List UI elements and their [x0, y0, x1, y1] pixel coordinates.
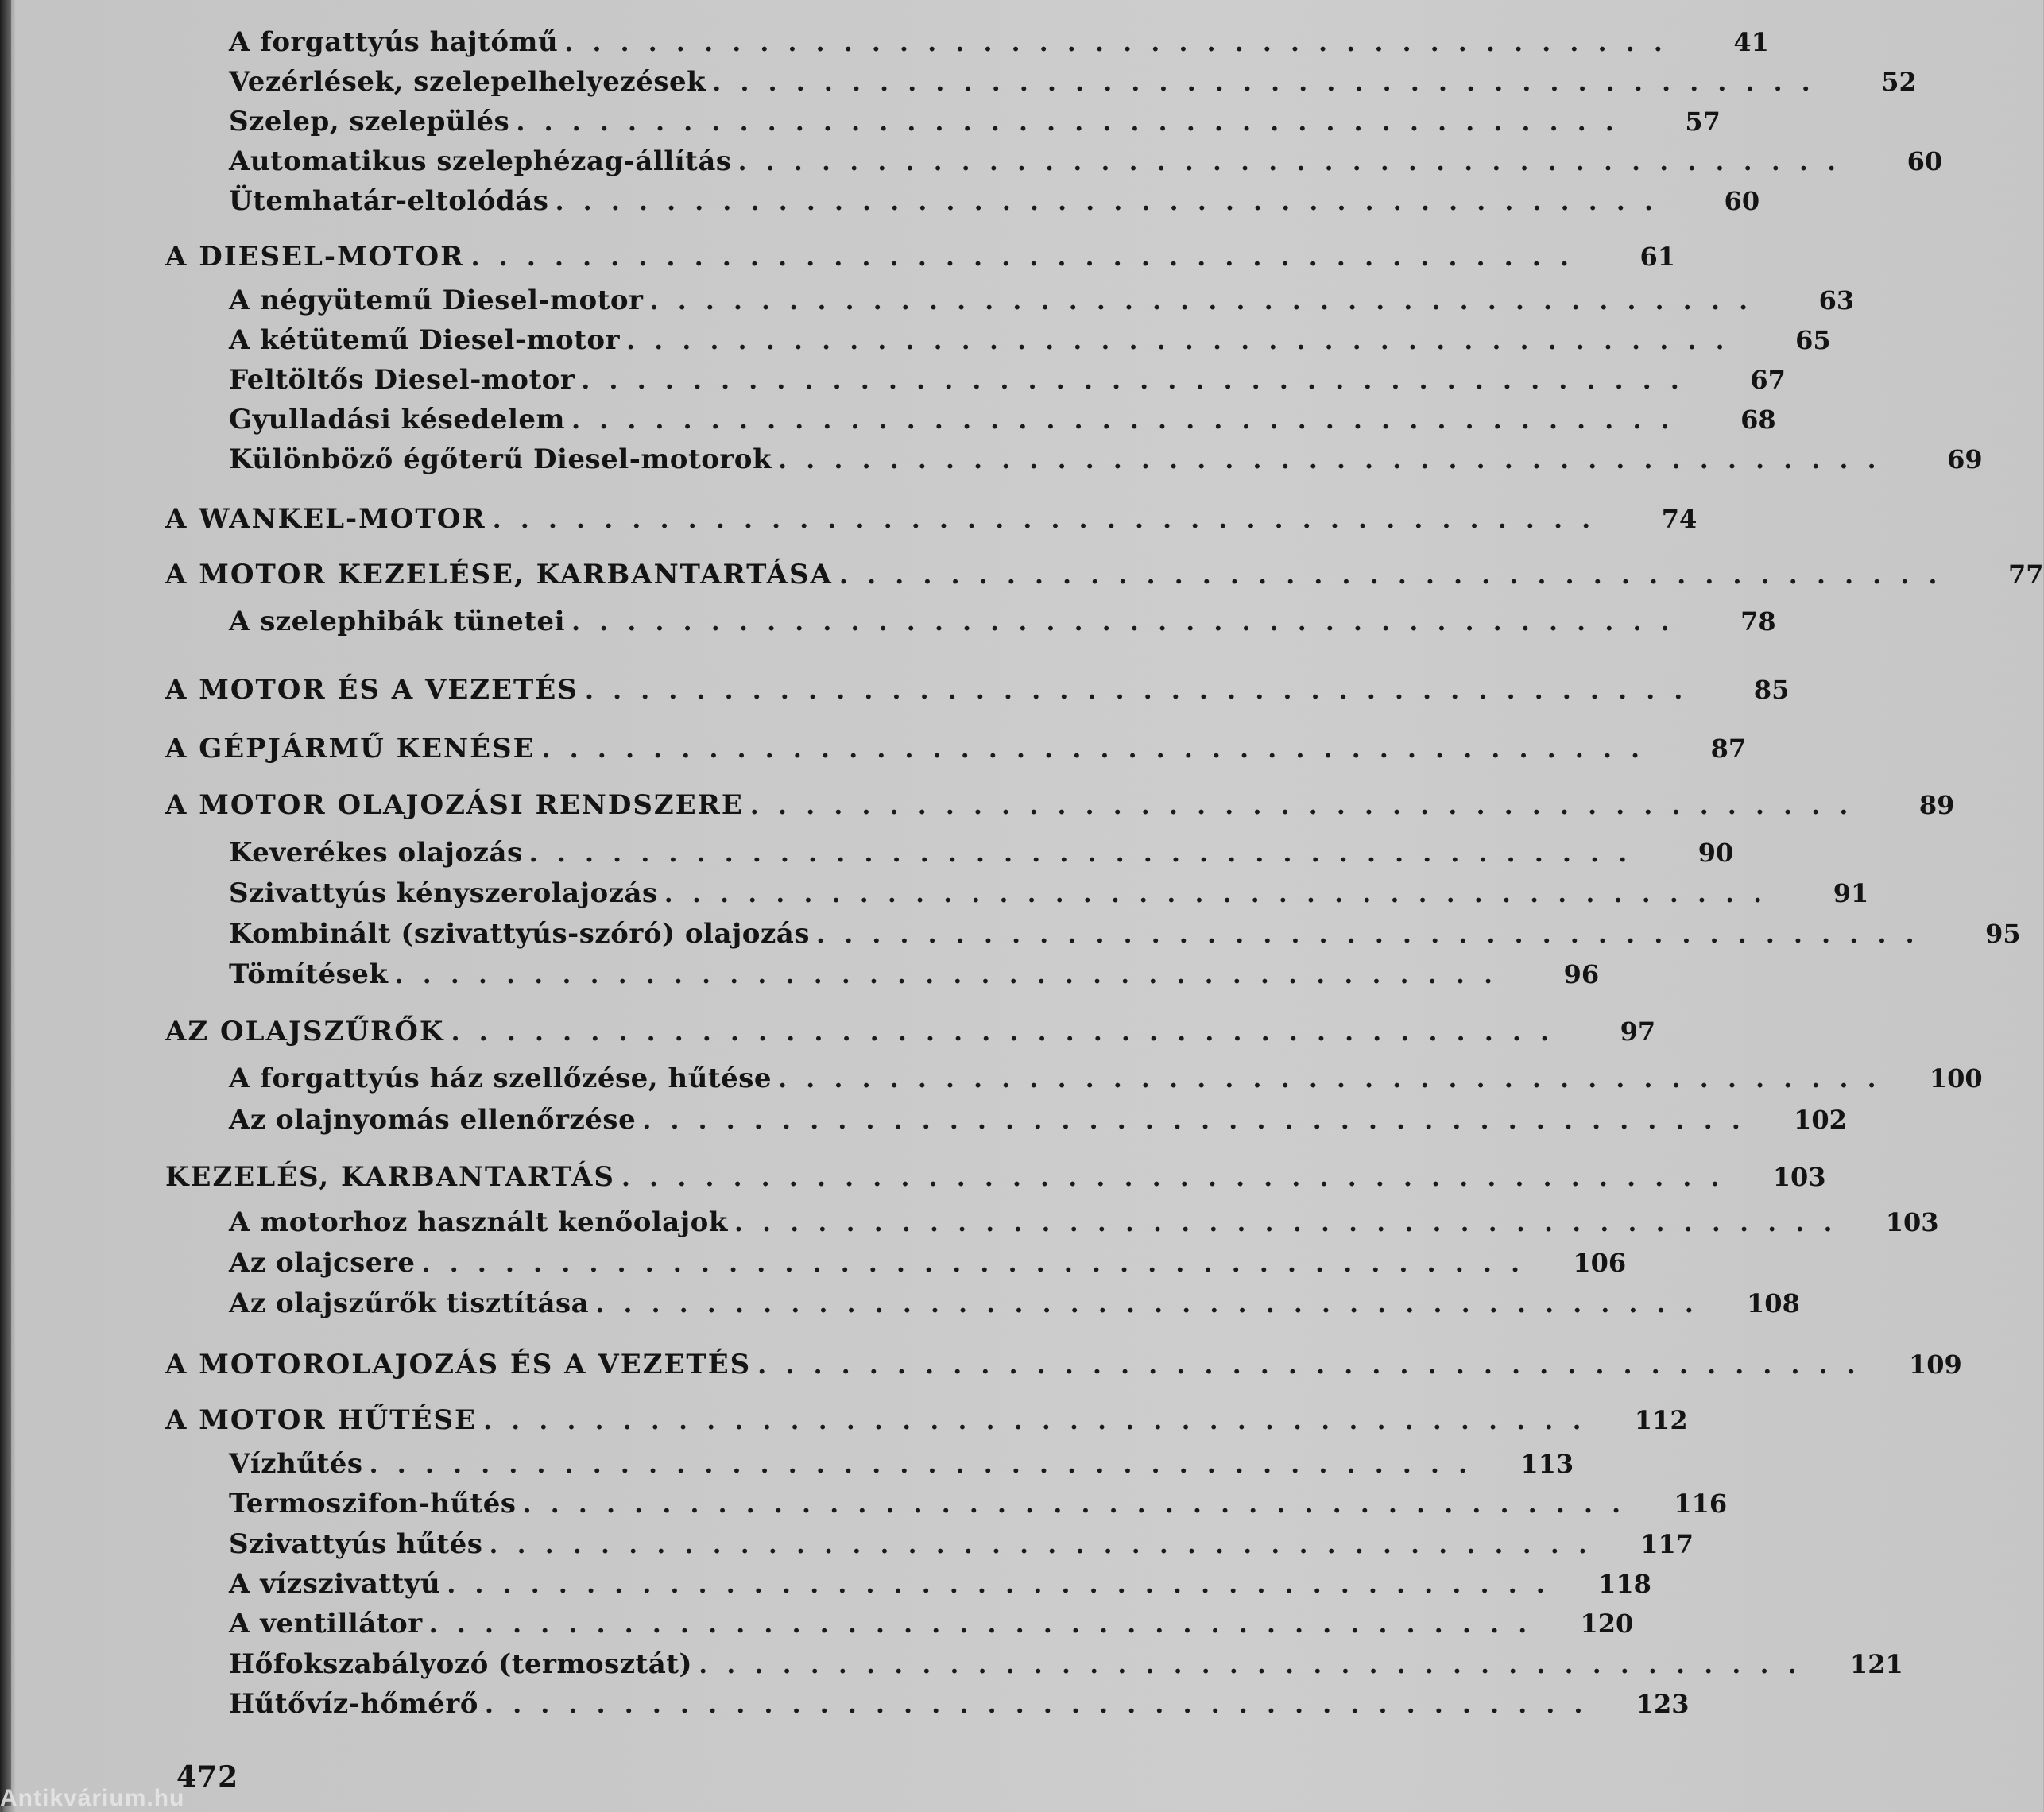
watermark: Antikvárium.hu	[0, 1785, 185, 1811]
toc-entry	[229, 873, 1869, 913]
toc-leader-dots: ........................................	[778, 444, 1895, 474]
toc-entry-title: A motorhoz használt kenőolajok	[229, 1206, 728, 1238]
toc-entry-title: A szelephibák tünetei	[229, 606, 565, 637]
toc-leader-dots: ........................................	[394, 959, 1512, 989]
toc-leader-dots: ........................................	[421, 1248, 1539, 1278]
toc-entry-page: 77	[2007, 559, 2044, 590]
toc-entry-page: 90	[1698, 838, 1734, 868]
toc-entry-page: 89	[1918, 790, 1955, 820]
toc-entry-page: 102	[1794, 1105, 1847, 1135]
toc-entry	[229, 1243, 1627, 1283]
toc-entry	[165, 237, 1676, 277]
toc-entry	[229, 1644, 1903, 1684]
toc-entry-page: 116	[1674, 1489, 1728, 1519]
toc-entry-title: A MOTOR HŰTÉSE	[165, 1404, 477, 1436]
toc-entry-page: 52	[1881, 67, 1917, 97]
toc-entry-title: A kétütemű Diesel-motor	[229, 324, 620, 356]
toc-entry	[229, 1059, 1983, 1098]
toc-entry-title: Az olajcsere	[229, 1247, 416, 1279]
toc-leader-dots: ........................................	[571, 405, 1689, 435]
toc-entry-page: 113	[1520, 1449, 1574, 1479]
toc-entry-page: 85	[1753, 675, 1790, 705]
toc-entry-title: Vízhűtés	[229, 1448, 363, 1480]
toc-leader-dots: ........................................	[778, 1063, 1895, 1094]
toc-entry-page: 100	[1929, 1063, 1983, 1094]
toc-entry	[229, 141, 1943, 181]
toc-entry-page: 65	[1795, 325, 1831, 355]
toc-entry	[165, 670, 1790, 710]
toc-entry-page: 60	[1724, 186, 1760, 216]
toc-leader-dots: ........................................	[757, 1349, 1875, 1380]
toc-leader-dots: ........................................	[522, 1489, 1640, 1519]
toc-entry	[165, 1400, 1688, 1440]
toc-entry	[229, 360, 1786, 400]
toc-entry	[229, 954, 1600, 994]
toc-entry	[229, 320, 1831, 360]
toc-entry-page: 106	[1573, 1248, 1627, 1278]
toc-leader-dots: ........................................	[737, 146, 1856, 176]
toc-entry	[229, 1564, 1651, 1604]
toc-leader-dots: ........................................	[528, 838, 1647, 868]
toc-leader-dots: ........................................	[584, 675, 1702, 705]
toc-entry-title: Keverékes olajozás	[229, 837, 523, 869]
toc-entry-page: 112	[1634, 1405, 1688, 1435]
toc-entry-title: Termoszifon-hűtés	[229, 1488, 517, 1520]
toc-entry-title: Szivattyús hűtés	[229, 1528, 483, 1560]
toc-leader-dots: ........................................	[664, 878, 1782, 908]
toc-leader-dots: ........................................	[369, 1449, 1487, 1479]
toc-entry	[229, 1444, 1574, 1484]
toc-entry-page: 60	[1907, 146, 1943, 176]
toc-entry-page: 109	[1909, 1349, 1962, 1380]
toc-entry-title: A GÉPJÁRMŰ KENÉSE	[165, 733, 536, 765]
toc-leader-dots: ........................................	[447, 1569, 1564, 1599]
toc-entry-title: A WANKEL-MOTOR	[165, 503, 486, 535]
toc-entry-page: 74	[1661, 504, 1698, 534]
toc-entry-page: 108	[1747, 1288, 1800, 1318]
toc-entry	[165, 1012, 1656, 1051]
toc-leader-dots: ........................................	[749, 790, 1868, 820]
toc-entry-page: 78	[1740, 606, 1776, 637]
toc-entry	[229, 914, 2021, 954]
toc-entry	[229, 400, 1776, 439]
toc-entry-page: 123	[1636, 1689, 1690, 1719]
toc-leader-dots: ........................................	[482, 1405, 1601, 1435]
toc-entry-page: 41	[1733, 27, 1769, 57]
toc-entry-page: 97	[1620, 1016, 1656, 1047]
toc-entry	[229, 439, 1983, 479]
toc-entry-title: Tömítések	[229, 958, 389, 990]
toc-entry-title: Vezérlések, szelepelhelyezések	[229, 66, 706, 98]
toc-entry	[229, 1524, 1694, 1564]
page-number: 472	[176, 1760, 239, 1794]
toc-entry	[229, 1604, 1634, 1644]
toc-leader-dots: ........................................	[838, 559, 1957, 590]
toc-leader-dots: ........................................	[734, 1207, 1852, 1237]
toc-entry-title: Az olajszűrők tisztítása	[229, 1287, 590, 1319]
toc-entry-title: A MOTOR ÉS A VEZETÉS	[165, 674, 579, 706]
toc-entry	[165, 1157, 1826, 1197]
toc-entry	[229, 181, 1760, 221]
toc-entry-title: Hűtővíz-hőmérő	[229, 1688, 478, 1720]
toc-entry	[165, 785, 1955, 825]
toc-entry-page: 96	[1563, 959, 1600, 989]
toc-entry-title: A forgattyús hajtómű	[229, 26, 559, 58]
toc-entry	[229, 1684, 1690, 1724]
toc-entry	[229, 833, 1734, 873]
toc-entry-title: Szivattyús kényszerolajozás	[229, 877, 658, 909]
toc-entry-page: 87	[1710, 734, 1747, 764]
toc-leader-dots: ........................................	[484, 1689, 1602, 1719]
toc-leader-dots: ........................................	[581, 365, 1698, 395]
toc-leader-dots: ........................................	[489, 1529, 1606, 1559]
toc-leader-dots: ........................................	[564, 27, 1682, 57]
toc-leader-dots: ........................................	[642, 1105, 1759, 1135]
toc-entry-title: AZ OLAJSZŰRŐK	[165, 1016, 445, 1047]
toc-entry	[229, 62, 1917, 102]
toc-entry-page: 120	[1580, 1609, 1634, 1639]
toc-entry	[165, 729, 1747, 769]
toc-entry	[229, 1284, 1800, 1323]
toc-leader-dots: ........................................	[516, 106, 1633, 137]
toc-entry-title: A ventillátor	[229, 1608, 423, 1640]
toc-entry-page: 68	[1740, 405, 1776, 435]
toc-entry-page: 61	[1639, 242, 1676, 272]
toc-entry	[165, 1345, 1962, 1384]
toc-leader-dots: ........................................	[595, 1288, 1713, 1318]
toc-entry-page: 57	[1685, 106, 1721, 137]
toc-entry-title: A MOTOR OLAJOZÁSI RENDSZERE	[165, 789, 744, 821]
toc-leader-dots: ........................................	[451, 1016, 1569, 1047]
toc-leader-dots: ........................................	[815, 919, 1934, 949]
toc-leader-dots: ........................................	[712, 67, 1829, 97]
toc-entry-title: A forgattyús ház szellőzése, hűtése	[229, 1063, 772, 1094]
toc-entry-title: Hőfokszabályozó (termosztát)	[229, 1648, 693, 1680]
toc-entry-title: A MOTOROLAJOZÁS ÉS A VEZETÉS	[165, 1349, 752, 1380]
toc-entry-page: 67	[1750, 365, 1786, 395]
toc-entry	[165, 555, 2044, 594]
toc-entry	[229, 1484, 1728, 1524]
toc-entry	[229, 281, 1855, 320]
toc-entry-title: Szelep, szelepülés	[229, 106, 510, 137]
toc-leader-dots: ........................................	[555, 186, 1673, 216]
toc-entry-title: Automatikus szelephézag-állítás	[229, 145, 732, 177]
toc-leader-dots: ........................................	[625, 325, 1744, 355]
toc-leader-dots: ........................................	[699, 1649, 1816, 1679]
toc-entry-page: 118	[1598, 1569, 1651, 1599]
toc-entry-title: A négyütemű Diesel-motor	[229, 285, 644, 316]
toc-entry	[229, 602, 1776, 641]
toc-entry-title: A vízszivattyú	[229, 1568, 441, 1600]
toc-entry-page: 103	[1772, 1162, 1826, 1192]
toc-leader-dots: ........................................	[492, 504, 1610, 534]
toc-entry-page: 117	[1640, 1529, 1694, 1559]
toc-entry-page: 69	[1947, 444, 1983, 474]
toc-leader-dots: ........................................	[571, 606, 1689, 637]
toc-leader-dots: ........................................	[541, 734, 1659, 764]
toc-entry-title: Kombinált (szivattyús-szóró) olajozás	[229, 918, 810, 950]
toc-leader-dots: ........................................	[621, 1162, 1739, 1192]
toc-entry	[229, 22, 1769, 62]
toc-entry-title: KEZELÉS, KARBANTARTÁS	[165, 1161, 615, 1193]
toc-entry-title: Különböző égőterű Diesel-motorok	[229, 443, 772, 475]
toc-entry-title: Ütemhatár-eltolódás	[229, 185, 549, 217]
toc-entry-page: 103	[1885, 1207, 1939, 1237]
toc-entry-page: 63	[1818, 285, 1855, 316]
toc-entry	[229, 102, 1721, 141]
toc-leader-dots: ........................................	[649, 285, 1767, 316]
toc-entry-title: Az olajnyomás ellenőrzése	[229, 1104, 637, 1136]
toc-entry-page: 95	[1985, 919, 2021, 949]
toc-leader-dots: ........................................	[428, 1609, 1547, 1639]
toc-entry-title: A DIESEL-MOTOR	[165, 241, 465, 273]
toc-entry	[229, 1202, 1939, 1242]
toc-entry-title: Feltöltős Diesel-motor	[229, 364, 575, 396]
toc-entry-title: Gyulladási késedelem	[229, 404, 565, 436]
toc-entry-page: 91	[1833, 878, 1869, 908]
toc-entry	[165, 499, 1698, 539]
toc-entry-page: 121	[1849, 1649, 1903, 1679]
toc-entry-title: A MOTOR KEZELÉSE, KARBANTARTÁSA	[165, 559, 833, 590]
toc-entry	[229, 1100, 1847, 1140]
toc-leader-dots: ........................................	[470, 242, 1589, 272]
